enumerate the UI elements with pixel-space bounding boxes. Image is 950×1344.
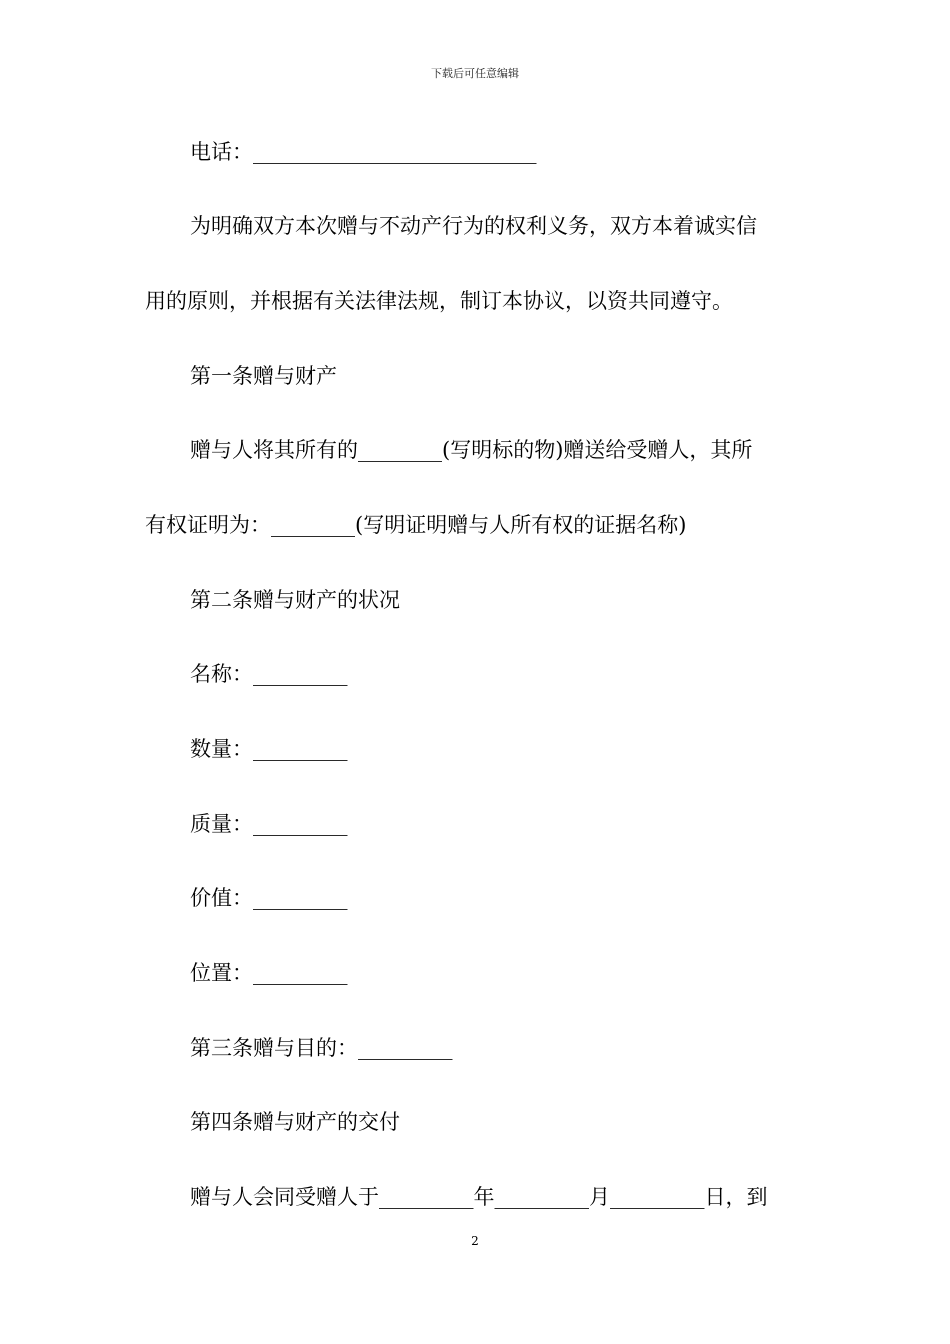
phone-field: 电话：___________________________ <box>190 140 537 164</box>
article-4-text-line-1: 赠与人会同受赠人于_________年_________月_________日，到 <box>190 1185 768 1209</box>
quantity-field: 数量：_________ <box>190 737 348 761</box>
intro-paragraph-line-2: 用的原则，并根据有关法律法规，制订本协议，以资共同遵守。 <box>145 289 733 313</box>
quality-field: 质量：_________ <box>190 812 348 836</box>
page-number: 2 <box>471 1234 479 1248</box>
article-3-purpose: 第三条赠与目的：_________ <box>190 1036 453 1060</box>
name-field: 名称：_________ <box>190 662 348 686</box>
article-1-text-line-2: 有权证明为：________(写明证明赠与人所有权的证据名称) <box>145 513 687 537</box>
article-4-heading: 第四条赠与财产的交付 <box>190 1110 400 1134</box>
value-field: 价值：_________ <box>190 886 348 910</box>
article-2-heading: 第二条赠与财产的状况 <box>190 588 400 612</box>
page-header: 下载后可任意编辑 <box>431 67 519 80</box>
article-1-text-line-1: 赠与人将其所有的________(写明标的物)赠送给受赠人，其所 <box>190 438 753 462</box>
location-field: 位置：_________ <box>190 961 348 985</box>
intro-paragraph-line-1: 为明确双方本次赠与不动产行为的权利义务，双方本着诚实信 <box>190 214 757 238</box>
article-1-heading: 第一条赠与财产 <box>190 364 337 388</box>
